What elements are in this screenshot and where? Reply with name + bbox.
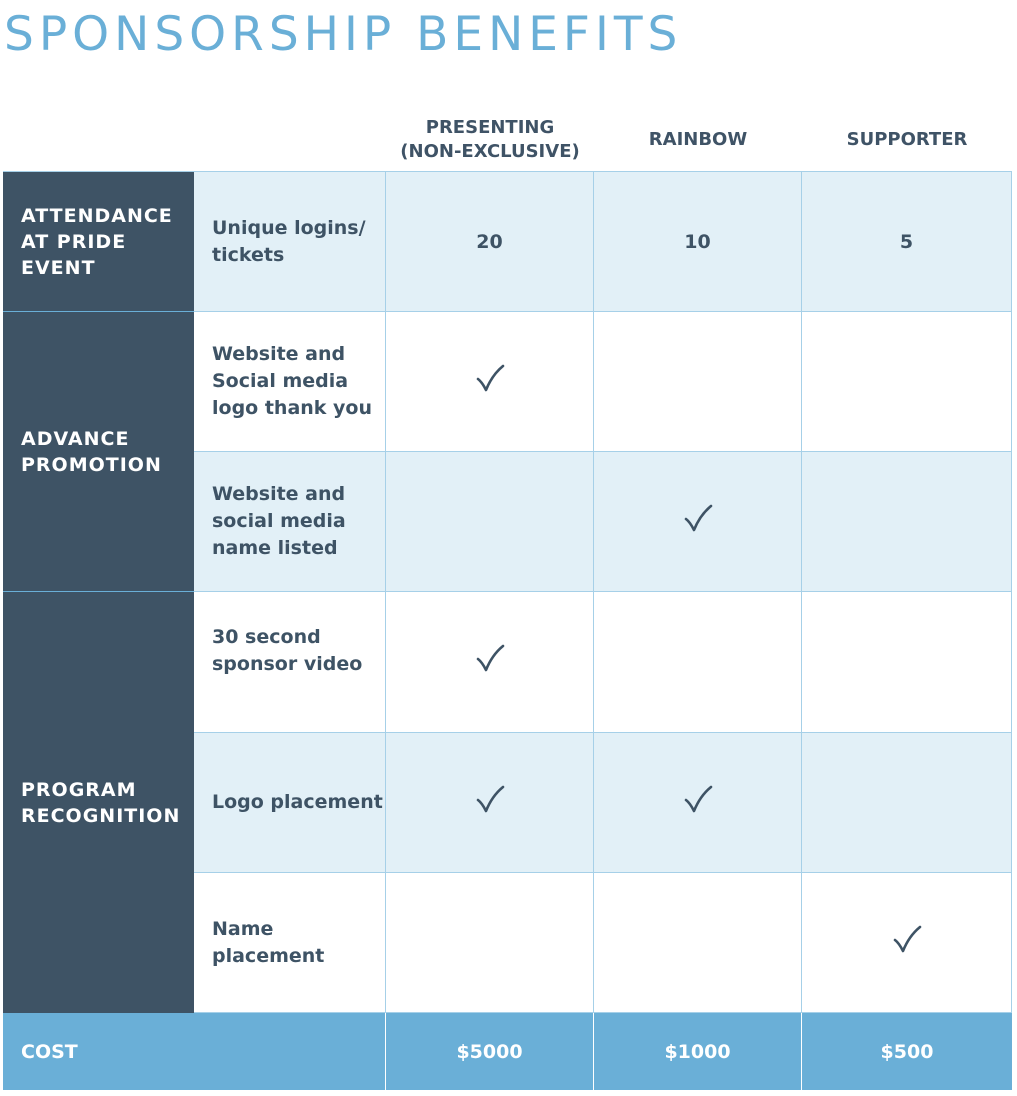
cell-rainbow-sponsor-video bbox=[594, 592, 802, 733]
column-header-supporter: SUPPORTER bbox=[846, 129, 968, 150]
category-program-line: RECOGNITION bbox=[21, 804, 181, 827]
benefit-line: tickets bbox=[212, 243, 285, 266]
category-advance-promotion bbox=[3, 312, 194, 592]
benefit-line: Unique logins/ bbox=[212, 216, 366, 239]
category-attendance-line: AT PRIDE bbox=[21, 230, 127, 253]
cost-supporter: $500 bbox=[802, 1013, 1012, 1090]
checkmark-icon bbox=[475, 643, 505, 673]
cell-presenting-logo-placement bbox=[386, 733, 594, 873]
cell-rainbow-logo-thank-you bbox=[594, 312, 802, 452]
value-presenting-logins: 20 bbox=[386, 172, 594, 312]
benefit-sponsor-video bbox=[194, 592, 386, 733]
category-advance-line: PROMOTION bbox=[21, 453, 162, 476]
benefit-logo-placement bbox=[194, 733, 386, 873]
benefit-line: Logo placement bbox=[212, 791, 383, 813]
column-header-rainbow: RAINBOW bbox=[648, 129, 748, 150]
checkmark-icon bbox=[892, 924, 922, 954]
benefit-line: logo thank you bbox=[212, 397, 373, 419]
category-program-recognition bbox=[3, 592, 194, 1013]
benefit-line: social media bbox=[212, 510, 346, 532]
cell-supporter-logo-placement bbox=[802, 733, 1012, 873]
benefit-line: 30 second bbox=[212, 626, 321, 648]
cell-supporter-logo-thank-you bbox=[802, 312, 1012, 452]
benefit-unique-logins bbox=[194, 172, 386, 312]
category-advance-line: ADVANCE bbox=[21, 427, 130, 450]
benefit-line: name listed bbox=[212, 537, 338, 559]
benefit-website-name-listed bbox=[194, 452, 386, 592]
cell-supporter-name-placement bbox=[802, 873, 1012, 1013]
cell-presenting-name-placement bbox=[386, 873, 594, 1013]
cell-rainbow-name-listed bbox=[594, 452, 802, 592]
cell-rainbow-name-placement bbox=[594, 873, 802, 1013]
page-title: SPONSORSHIP BENEFITS bbox=[4, 7, 683, 62]
cost-rainbow: $1000 bbox=[594, 1013, 802, 1090]
cost-label: COST bbox=[3, 1013, 386, 1090]
checkmark-icon bbox=[475, 784, 505, 814]
column-header-presenting-line2: (NON-EXCLUSIVE) bbox=[400, 141, 580, 162]
checkmark-icon bbox=[475, 363, 505, 393]
category-attendance-line: ATTENDANCE bbox=[21, 204, 173, 227]
benefit-website-logo-thank-you bbox=[194, 312, 386, 452]
column-header-presenting-line1: PRESENTING bbox=[425, 117, 555, 138]
benefit-name-placement bbox=[194, 873, 386, 1013]
category-program-line: PROGRAM bbox=[21, 778, 137, 801]
cell-presenting-sponsor-video bbox=[386, 592, 594, 733]
checkmark-icon bbox=[683, 503, 713, 533]
cell-supporter-sponsor-video bbox=[802, 592, 1012, 733]
cell-supporter-name-listed bbox=[802, 452, 1012, 592]
benefit-line: Social media bbox=[212, 370, 349, 392]
category-attendance-line: EVENT bbox=[21, 256, 96, 279]
checkmark-icon bbox=[683, 784, 713, 814]
benefit-line: Name placement bbox=[212, 917, 325, 967]
benefit-line: Website and bbox=[212, 483, 346, 505]
value-rainbow-logins: 10 bbox=[594, 172, 802, 312]
benefit-line: Website and bbox=[212, 343, 346, 365]
cell-rainbow-logo-placement bbox=[594, 733, 802, 873]
cell-presenting-logo-thank-you bbox=[386, 312, 594, 452]
category-attendance bbox=[3, 172, 194, 312]
value-supporter-logins: 5 bbox=[802, 172, 1012, 312]
cell-presenting-name-listed bbox=[386, 452, 594, 592]
benefit-line: sponsor video bbox=[212, 653, 363, 675]
column-header-presenting bbox=[386, 108, 594, 172]
cost-presenting: $5000 bbox=[386, 1013, 594, 1090]
